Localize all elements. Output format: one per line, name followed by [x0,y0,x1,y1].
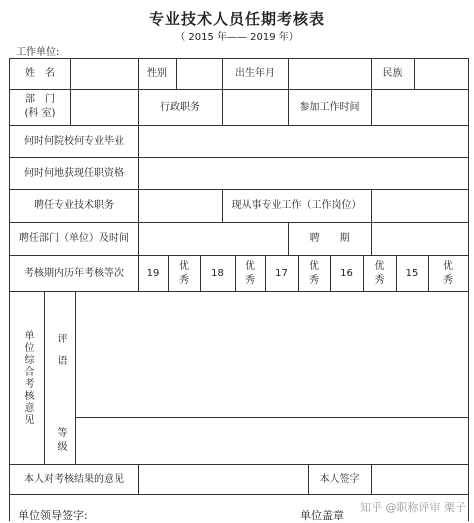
col-divider [176,58,177,89]
col-divider [70,58,71,89]
col-divider [371,222,372,255]
work-start-label: 参加工作时间 [299,101,360,113]
leader-sign-label: 单位领导签字: [18,509,88,522]
self-sign-label: 本人签字 [319,473,360,485]
grade-cell: 优秀 [309,260,319,286]
name-label: 姓 名 [25,68,55,79]
dept-time-label: 聘任部门（单位）及时间 [19,233,129,244]
year-cell: 19 [146,267,160,279]
self-opinion-label: 本人对考核结果的意见 [24,473,124,485]
col-divider [371,89,372,125]
col-divider [371,189,372,222]
row-divider [9,494,469,495]
year-cell: 18 [211,267,224,279]
dept-label-line1: 部 门 [25,94,55,105]
year-cell: 16 [340,267,353,279]
col-divider [138,125,139,189]
work-unit-label: 工作单位: [16,47,60,58]
grade-cell: 优秀 [179,260,189,286]
comment-field[interactable] [76,292,468,417]
col-divider [70,89,71,125]
unit-assessment-label: 单位综合考核意见 [22,330,33,426]
form-title: 专业技术人员任期考核表 [148,10,325,28]
grade-field[interactable] [76,418,468,464]
term-label: 聘 期 [309,233,350,244]
seal-label: 单位盖章 [300,509,344,522]
self-opinion-field[interactable] [139,465,308,494]
row-divider [9,89,469,90]
col-divider [138,189,139,222]
graduation-label: 何时何院校何专业毕业 [24,135,124,147]
col-divider [414,58,415,89]
form-subtitle: （ 2015 年—— 2019 年） [175,32,299,43]
watermark-text: 知乎 @职称评审 栗子 [360,501,466,514]
col-divider [138,222,139,255]
year-cell: 15 [405,267,419,279]
dept-label [10,90,70,125]
gender-label: 性别 [147,68,167,79]
annual-grade-label: 考核期内历年考核等次 [24,267,124,279]
comment-label: 评语 [55,332,66,377]
grade-cell: 优秀 [443,260,453,286]
ethnicity-label: 民族 [382,68,403,79]
grade-cell: 优秀 [245,260,255,286]
grade-label: 等级 [55,427,66,455]
admin-post-label: 行政职务 [160,101,200,113]
year-cell: 17 [275,267,288,279]
col-divider [288,58,289,89]
self-sign-field[interactable] [372,465,468,494]
col-divider [222,89,223,125]
grade-cell: 优秀 [374,260,385,286]
qualification-label: 何时何地获现任职资格 [24,167,124,179]
appointed-post-label: 聘任专业技术职务 [34,200,114,211]
current-work-label: 现从事专业工作（工作岗位） [231,200,362,211]
birth-label: 出生年月 [235,68,275,79]
dept-label-line2: (科 室) [24,108,56,119]
